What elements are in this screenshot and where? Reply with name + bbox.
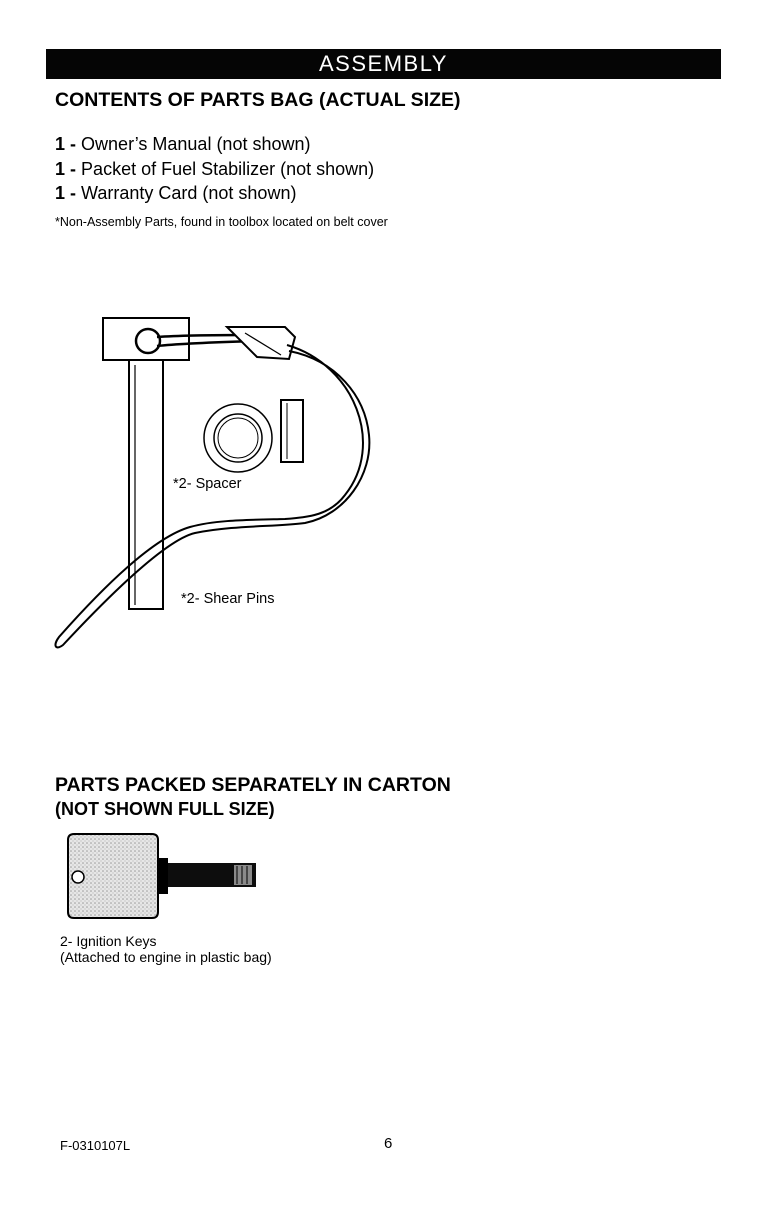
- spacer-label: *2- Spacer: [173, 476, 242, 492]
- section-banner: ASSEMBLY: [46, 49, 721, 79]
- shear-pin-shaft: [129, 360, 163, 609]
- non-assembly-note: *Non-Assembly Parts, found in toolbox located on belt cover: [55, 215, 388, 229]
- item-sep: -: [70, 134, 77, 154]
- page-number: 6: [384, 1135, 393, 1152]
- ignition-keys-note: (Attached to engine in plastic bag): [60, 949, 272, 965]
- item-qty: 1: [55, 159, 66, 179]
- shear-pins-label: *2- Shear Pins: [181, 591, 275, 607]
- item-sep: -: [70, 183, 77, 203]
- item-qty: 1: [55, 183, 66, 203]
- parts-packed-subtitle: (NOT SHOWN FULL SIZE): [55, 799, 275, 819]
- item-qty: 1: [55, 134, 66, 154]
- item-text: Owner’s Manual (not shown): [81, 134, 311, 154]
- parts-packed-heading: PARTS PACKED SEPARATELY IN CARTON: [55, 774, 451, 796]
- item-text: Packet of Fuel Stabilizer (not shown): [81, 159, 375, 179]
- list-item: [55, 133, 311, 155]
- document-code: F-0310107L: [60, 1138, 131, 1153]
- list-item: [55, 158, 374, 180]
- item-text: Warranty Card (not shown): [81, 183, 297, 203]
- ignition-key-icon: [62, 830, 262, 925]
- spacer-side: [281, 400, 303, 462]
- ignition-keys-label: 2- Ignition Keys: [60, 933, 157, 949]
- parts-bag-heading: CONTENTS OF PARTS BAG (ACTUAL SIZE): [55, 89, 461, 111]
- item-sep: -: [70, 159, 77, 179]
- list-item: [55, 182, 296, 204]
